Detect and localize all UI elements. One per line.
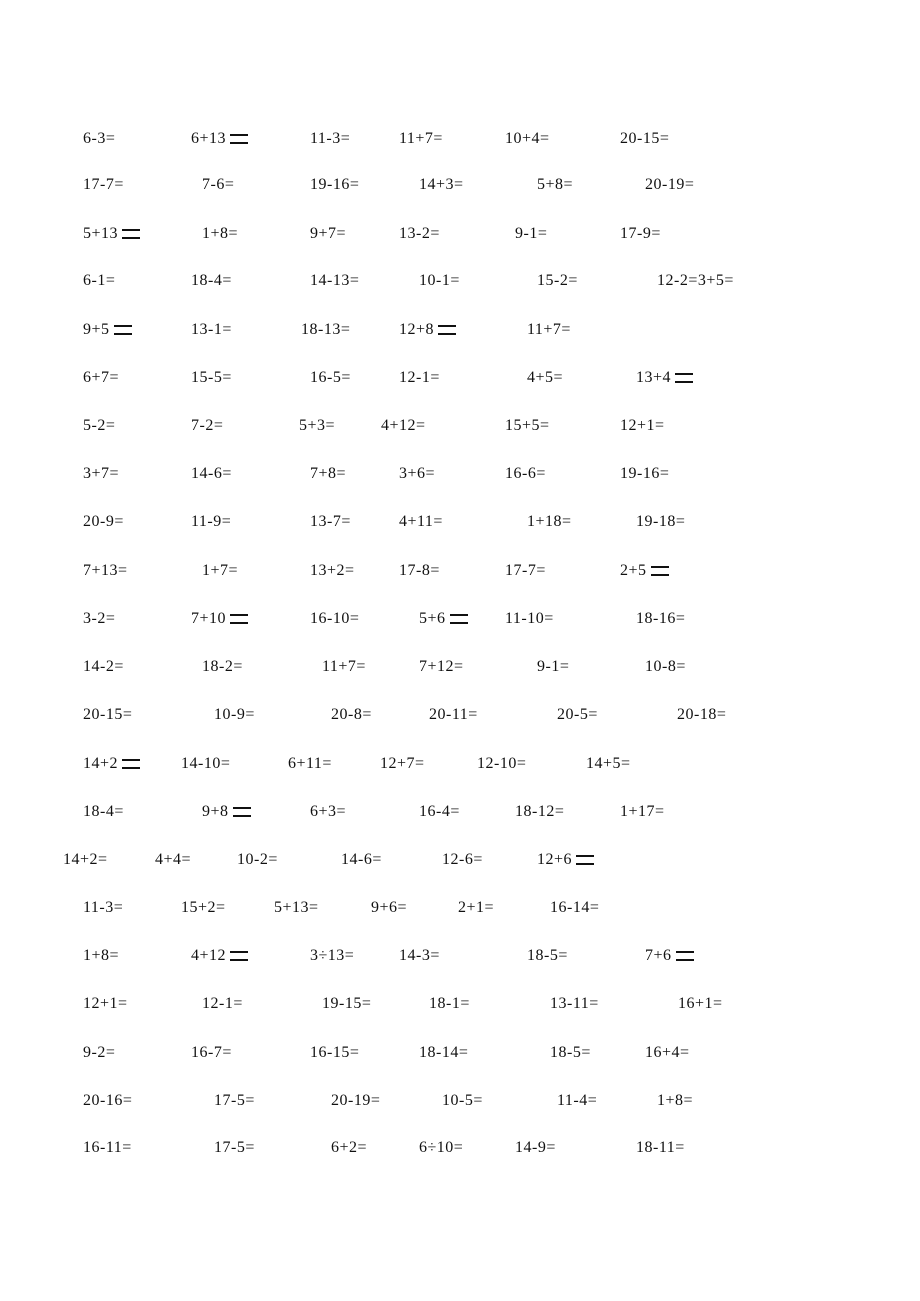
problem: 1+8= xyxy=(202,225,239,242)
equals-sign-icon xyxy=(230,614,248,624)
problem: 14+2= xyxy=(63,851,108,868)
equals-sign-icon xyxy=(233,807,251,817)
equals-sign-icon xyxy=(676,951,694,961)
problem: 16+1= xyxy=(678,995,723,1012)
problem xyxy=(419,609,468,629)
problem xyxy=(202,802,251,822)
problem: 14-9= xyxy=(515,1139,556,1156)
problem-text: 5+6 xyxy=(419,610,446,627)
problem: 4+4= xyxy=(155,851,192,868)
worksheet-row xyxy=(0,224,920,250)
problem: 13-11= xyxy=(550,995,599,1012)
equals-sign-icon xyxy=(230,951,248,961)
problem: 14-13= xyxy=(310,272,360,289)
worksheet-row xyxy=(0,1091,920,1117)
problem: 20-18= xyxy=(677,706,727,723)
problem: 13-1= xyxy=(191,321,232,338)
worksheet-row xyxy=(0,129,920,155)
equals-sign-icon xyxy=(114,325,132,335)
problem: 5+3= xyxy=(299,417,336,434)
problem: 12+1= xyxy=(620,417,665,434)
problem: 11-9= xyxy=(191,513,232,530)
problem: 13+2= xyxy=(310,562,355,579)
worksheet-row xyxy=(0,850,920,876)
problem: 6÷10= xyxy=(419,1139,464,1156)
problem: 3+6= xyxy=(399,465,436,482)
problem: 10-2= xyxy=(237,851,278,868)
problem-text: 2+5 xyxy=(620,562,647,579)
problem: 11-4= xyxy=(557,1092,598,1109)
problem: 16-4= xyxy=(419,803,460,820)
problem: 7+8= xyxy=(310,465,347,482)
problem: 13-7= xyxy=(310,513,351,530)
problem: 9-2= xyxy=(83,1044,116,1061)
problem: 18-13= xyxy=(301,321,351,338)
problem: 11+7= xyxy=(322,658,366,675)
problem: 12-10= xyxy=(477,755,527,772)
problem: 6+2= xyxy=(331,1139,368,1156)
worksheet-row xyxy=(0,898,920,924)
problem: 5+13= xyxy=(274,899,319,916)
problem: 12-6= xyxy=(442,851,483,868)
problem: 16-11= xyxy=(83,1139,132,1156)
problem: 10+4= xyxy=(505,130,550,147)
problem xyxy=(191,609,248,629)
problem: 10-5= xyxy=(442,1092,483,1109)
problem: 4+12= xyxy=(381,417,426,434)
problem: 20-5= xyxy=(557,706,598,723)
problem: 14+3= xyxy=(419,176,464,193)
worksheet-row xyxy=(0,464,920,490)
problem xyxy=(83,320,132,340)
problem: 6-3= xyxy=(83,130,116,147)
equals-sign-icon xyxy=(122,229,140,239)
problem: 9-1= xyxy=(515,225,548,242)
problem-text: 6+13 xyxy=(191,130,227,147)
problem: 18-14= xyxy=(419,1044,469,1061)
problem: 1+7= xyxy=(202,562,239,579)
problem: 16-5= xyxy=(310,369,351,386)
equals-sign-icon xyxy=(122,759,140,769)
problem-text: 12+8 xyxy=(399,321,435,338)
problem: 11+7= xyxy=(399,130,443,147)
problem: 1+18= xyxy=(527,513,572,530)
problem: 20-11= xyxy=(429,706,478,723)
worksheet-row xyxy=(0,1138,920,1164)
problem: 16-10= xyxy=(310,610,360,627)
worksheet-row xyxy=(0,946,920,972)
problem: 12+7= xyxy=(380,755,425,772)
equals-sign-icon xyxy=(675,373,693,383)
problem: 6+11= xyxy=(288,755,332,772)
worksheet-row xyxy=(0,705,920,731)
problem xyxy=(620,561,669,581)
problem: 3-2= xyxy=(83,610,116,627)
worksheet-row xyxy=(0,657,920,683)
problem: 9+7= xyxy=(310,225,347,242)
worksheet-row xyxy=(0,416,920,442)
problem: 10-1= xyxy=(419,272,460,289)
problem: 6+7= xyxy=(83,369,120,386)
problem: 18-16= xyxy=(636,610,686,627)
problem: 7-2= xyxy=(191,417,224,434)
problem: 12-1= xyxy=(202,995,243,1012)
problem: 9-1= xyxy=(537,658,570,675)
worksheet-row xyxy=(0,175,920,201)
problem-text: 7+6 xyxy=(645,947,672,964)
problem: 18-12= xyxy=(515,803,565,820)
problem-text: 14+2 xyxy=(83,755,119,772)
problem: 20-9= xyxy=(83,513,124,530)
problem-text: 5+13 xyxy=(83,225,119,242)
problem xyxy=(645,946,694,966)
problem: 17-5= xyxy=(214,1092,255,1109)
problem xyxy=(537,850,594,870)
problem: 4+5= xyxy=(527,369,564,386)
problem: 19-18= xyxy=(636,513,686,530)
problem: 11+7= xyxy=(527,321,571,338)
problem: 12-1= xyxy=(399,369,440,386)
problem: 3+7= xyxy=(83,465,120,482)
problem: 18-5= xyxy=(527,947,568,964)
problem: 9+6= xyxy=(371,899,408,916)
problem: 1+17= xyxy=(620,803,665,820)
problem: 18-1= xyxy=(429,995,470,1012)
problem: 16+4= xyxy=(645,1044,690,1061)
problem: 16-6= xyxy=(505,465,546,482)
problem: 18-11= xyxy=(636,1139,685,1156)
problem: 15-2= xyxy=(537,272,578,289)
problem: 7-6= xyxy=(202,176,235,193)
problem: 17-9= xyxy=(620,225,661,242)
problem: 18-4= xyxy=(83,803,124,820)
problem: 1+8= xyxy=(83,947,120,964)
worksheet-row xyxy=(0,561,920,587)
problem: 6-1= xyxy=(83,272,116,289)
problem xyxy=(83,224,140,244)
problem-text: 9+8 xyxy=(202,803,229,820)
problem: 19-16= xyxy=(620,465,670,482)
problem: 20-15= xyxy=(83,706,133,723)
worksheet-row xyxy=(0,994,920,1020)
problem: 14-2= xyxy=(83,658,124,675)
problem: 11-3= xyxy=(310,130,351,147)
problem: 2+1= xyxy=(458,899,495,916)
problem: 18-5= xyxy=(550,1044,591,1061)
problem xyxy=(191,129,248,149)
problem: 5+8= xyxy=(537,176,574,193)
problem: 16-14= xyxy=(550,899,600,916)
problem: 17-5= xyxy=(214,1139,255,1156)
problem-text: 13+4 xyxy=(636,369,672,386)
worksheet-row xyxy=(0,512,920,538)
problem: 18-4= xyxy=(191,272,232,289)
problem: 1+8= xyxy=(657,1092,694,1109)
problem: 14-3= xyxy=(399,947,440,964)
problem: 20-19= xyxy=(645,176,695,193)
problem-text: 9+5 xyxy=(83,321,110,338)
problem: 20-8= xyxy=(331,706,372,723)
problem: 17-7= xyxy=(83,176,124,193)
problem xyxy=(191,946,248,966)
worksheet-row xyxy=(0,368,920,394)
problem: 16-7= xyxy=(191,1044,232,1061)
problem: 15-5= xyxy=(191,369,232,386)
problem: 12+1= xyxy=(83,995,128,1012)
worksheet-row xyxy=(0,320,920,346)
problem: 11-10= xyxy=(505,610,554,627)
problem: 12-2=3+5= xyxy=(657,272,734,289)
equals-sign-icon xyxy=(438,325,456,335)
problem: 17-8= xyxy=(399,562,440,579)
equals-sign-icon xyxy=(576,855,594,865)
problem: 20-15= xyxy=(620,130,670,147)
problem: 17-7= xyxy=(505,562,546,579)
worksheet-row xyxy=(0,754,920,780)
problem: 19-15= xyxy=(322,995,372,1012)
worksheet-row xyxy=(0,271,920,297)
equals-sign-icon xyxy=(651,566,669,576)
problem xyxy=(636,368,693,388)
problem: 7+13= xyxy=(83,562,128,579)
problem: 19-16= xyxy=(310,176,360,193)
worksheet-row xyxy=(0,1043,920,1069)
problem: 16-15= xyxy=(310,1044,360,1061)
problem-text: 12+6 xyxy=(537,851,573,868)
problem: 13-2= xyxy=(399,225,440,242)
problem: 15+2= xyxy=(181,899,226,916)
problem: 6+3= xyxy=(310,803,347,820)
problem: 14-6= xyxy=(341,851,382,868)
worksheet-row xyxy=(0,802,920,828)
equals-sign-icon xyxy=(450,614,468,624)
problem: 5-2= xyxy=(83,417,116,434)
problem: 14-6= xyxy=(191,465,232,482)
problem: 10-8= xyxy=(645,658,686,675)
problem: 7+12= xyxy=(419,658,464,675)
problem: 20-16= xyxy=(83,1092,133,1109)
problem: 15+5= xyxy=(505,417,550,434)
problem: 20-19= xyxy=(331,1092,381,1109)
problem-text: 4+12 xyxy=(191,947,227,964)
problem: 11-3= xyxy=(83,899,124,916)
problem xyxy=(83,754,140,774)
worksheet-row xyxy=(0,609,920,635)
equals-sign-icon xyxy=(230,134,248,144)
problem-text: 7+10 xyxy=(191,610,227,627)
problem: 14-10= xyxy=(181,755,231,772)
problem: 14+5= xyxy=(586,755,631,772)
problem: 18-2= xyxy=(202,658,243,675)
problem xyxy=(399,320,456,340)
problem: 10-9= xyxy=(214,706,255,723)
problem: 3÷13= xyxy=(310,947,355,964)
problem: 4+11= xyxy=(399,513,443,530)
